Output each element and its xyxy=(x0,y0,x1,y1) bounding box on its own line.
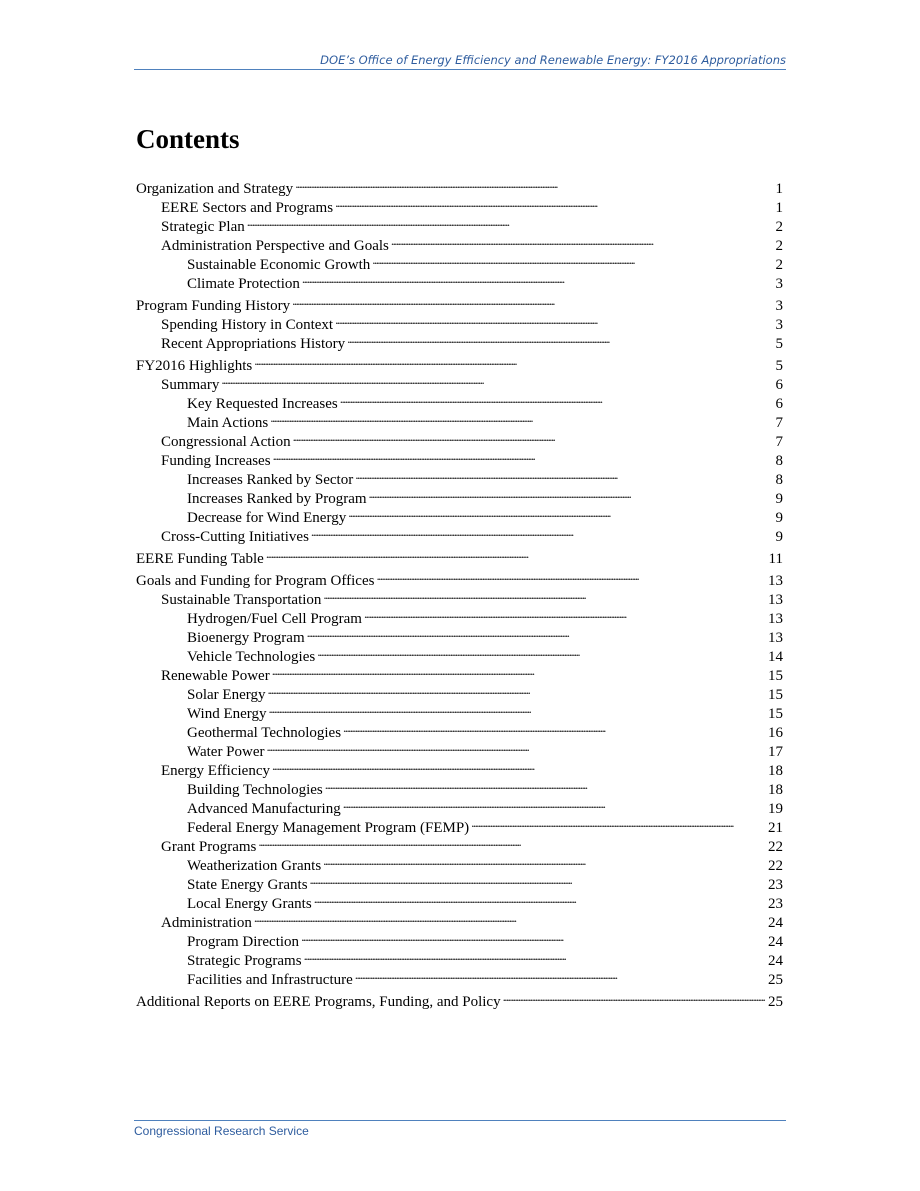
dot-leader xyxy=(335,193,773,212)
dot-leader xyxy=(292,291,773,310)
dot-leader xyxy=(247,212,774,231)
toc-entry-title: Advanced Manufacturing xyxy=(187,801,341,817)
dot-leader xyxy=(270,408,773,427)
dot-leader xyxy=(355,465,773,484)
toc-entry-page: 7 xyxy=(775,434,783,450)
toc-entry-page: 18 xyxy=(768,763,783,779)
toc-entry-page: 13 xyxy=(768,611,783,627)
dot-leader xyxy=(343,794,766,813)
toc-entry-page: 11 xyxy=(768,551,783,567)
toc-entry-title: Sustainable Economic Growth xyxy=(187,257,371,273)
toc-entry-page: 22 xyxy=(768,839,783,855)
dot-leader xyxy=(335,310,773,329)
dot-leader xyxy=(310,870,766,889)
toc-entry-title: EERE Sectors and Programs xyxy=(161,200,334,216)
dot-leader xyxy=(272,661,766,680)
toc-entry-title: Increases Ranked by Program xyxy=(187,491,367,507)
toc-entry-page: 9 xyxy=(775,491,783,507)
toc-entry-title: Sustainable Transportation xyxy=(161,592,322,608)
dot-leader xyxy=(372,250,773,269)
toc-entry-page: 24 xyxy=(768,953,783,969)
toc-entry-title: Wind Energy xyxy=(187,706,267,722)
toc-entry-page: 2 xyxy=(775,238,783,254)
dot-leader xyxy=(311,522,774,541)
toc-entry-page: 1 xyxy=(775,181,783,197)
dot-leader xyxy=(267,737,766,756)
dot-leader xyxy=(391,231,774,250)
toc-entry-title: Key Requested Increases xyxy=(187,396,338,412)
toc-entry-page: 25 xyxy=(768,972,783,988)
dot-leader xyxy=(307,623,766,642)
toc-entry-page: 8 xyxy=(775,472,783,488)
dot-leader xyxy=(343,718,766,737)
toc-entry-title: Climate Protection xyxy=(187,276,300,292)
toc-entry-page: 3 xyxy=(775,317,783,333)
toc-entry-page: 16 xyxy=(768,725,783,741)
toc-entry-title: Additional Reports on EERE Programs, Funding, and Policy xyxy=(136,994,501,1010)
toc-entry-page: 6 xyxy=(775,377,783,393)
dot-leader xyxy=(323,585,766,604)
toc-entry-title: Goals and Funding for Program Offices xyxy=(136,573,375,589)
toc-entry-page: 5 xyxy=(775,358,783,374)
toc-entry-page: 23 xyxy=(768,877,783,893)
toc-entry-page: 15 xyxy=(768,687,783,703)
dot-leader xyxy=(254,908,766,927)
dot-leader xyxy=(325,775,766,794)
toc-entry-title: Water Power xyxy=(187,744,265,760)
toc-entry-title: Funding Increases xyxy=(161,453,271,469)
toc-entry-page: 2 xyxy=(775,219,783,235)
toc-entry-title: Federal Energy Management Program (FEMP) xyxy=(187,820,470,836)
toc-entry-page: 1 xyxy=(775,200,783,216)
toc-entry-title: Strategic Programs xyxy=(187,953,302,969)
toc-entry-page: 24 xyxy=(768,934,783,950)
toc-entry-page: 19 xyxy=(768,801,783,817)
dot-leader xyxy=(273,446,774,465)
toc-entry-page: 9 xyxy=(775,510,783,526)
toc-entry-title: Decrease for Wind Energy xyxy=(187,510,347,526)
dot-leader xyxy=(295,174,773,193)
toc-entry-page: 3 xyxy=(775,276,783,292)
toc-entry-page: 23 xyxy=(768,896,783,912)
toc-entry-title: Program Funding History xyxy=(136,298,291,314)
toc-entry-page: 17 xyxy=(768,744,783,760)
toc-entry-title: Administration Perspective and Goals xyxy=(161,238,389,254)
toc-entry-title: Geothermal Technologies xyxy=(187,725,342,741)
toc-entry-title: Organization and Strategy xyxy=(136,181,294,197)
toc-entry-title: Recent Appropriations History xyxy=(161,336,346,352)
toc-entry-title: Solar Energy xyxy=(187,687,266,703)
toc-entry-title: Program Direction xyxy=(187,934,300,950)
dot-leader xyxy=(364,604,766,623)
dot-leader xyxy=(376,566,766,585)
dot-leader xyxy=(347,329,773,348)
dot-leader xyxy=(266,544,767,563)
toc-entry-page: 21 xyxy=(768,820,783,836)
toc-entry-page: 8 xyxy=(775,453,783,469)
toc-entry-title: Increases Ranked by Sector xyxy=(187,472,354,488)
dot-leader xyxy=(221,370,773,389)
toc-entry-title: Energy Efficiency xyxy=(161,763,270,779)
toc-entry-page: 13 xyxy=(768,592,783,608)
toc-entry-page: 6 xyxy=(775,396,783,412)
toc-entry[interactable] xyxy=(136,174,783,197)
toc-entry-page: 2 xyxy=(775,257,783,273)
toc-entry-page: 22 xyxy=(768,858,783,874)
toc-entry-title: Renewable Power xyxy=(161,668,270,684)
toc-entry-page: 13 xyxy=(768,630,783,646)
toc-entry-page: 13 xyxy=(768,573,783,589)
dot-leader xyxy=(258,832,766,851)
toc-entry-title: Spending History in Context xyxy=(161,317,334,333)
toc-entry-page: 7 xyxy=(775,415,783,431)
toc-entry-title: Bioenergy Program xyxy=(187,630,305,646)
dot-leader xyxy=(355,965,766,984)
dot-leader xyxy=(314,889,766,908)
toc-entry-title: Congressional Action xyxy=(161,434,291,450)
toc-entry-title: Weatherization Grants xyxy=(187,858,322,874)
toc-entry-page: 5 xyxy=(775,336,783,352)
dot-leader xyxy=(340,389,774,408)
toc-entry[interactable] xyxy=(136,370,783,393)
toc-entry-page: 3 xyxy=(775,298,783,314)
toc-entry-title: Summary xyxy=(161,377,220,393)
dot-leader xyxy=(267,680,766,699)
toc-entry-page: 14 xyxy=(768,649,783,665)
toc-entry-title: Administration xyxy=(161,915,252,931)
dot-leader xyxy=(293,427,774,446)
running-footer: Congressional Research Service xyxy=(134,1120,786,1138)
dot-leader xyxy=(317,642,766,661)
running-header: DOE’s Office of Energy Efficiency and Renewable Energy: FY2016 Appropriations xyxy=(134,53,786,70)
table-of-contents xyxy=(136,174,783,1010)
dot-leader xyxy=(323,851,766,870)
toc-entry-title: Facilities and Infrastructure xyxy=(187,972,353,988)
toc-entry-page: 9 xyxy=(775,529,783,545)
toc-entry-title: FY2016 Highlights xyxy=(136,358,253,374)
dot-leader xyxy=(254,351,773,370)
toc-entry-title: Hydrogen/Fuel Cell Program xyxy=(187,611,362,627)
dot-leader xyxy=(503,987,766,1006)
dot-leader xyxy=(348,503,773,522)
toc-entry-title: Main Actions xyxy=(187,415,269,431)
dot-leader xyxy=(304,946,766,965)
toc-entry-title: Local Energy Grants xyxy=(187,896,312,912)
toc-entry-page: 18 xyxy=(768,782,783,798)
toc-entry-title: Cross-Cutting Initiatives xyxy=(161,529,309,545)
toc-entry[interactable] xyxy=(136,389,783,412)
toc-entry-page: 24 xyxy=(768,915,783,931)
dot-leader xyxy=(269,699,766,718)
toc-entry-page: 15 xyxy=(768,706,783,722)
toc-entry-title: Vehicle Technologies xyxy=(187,649,316,665)
toc-entry-title: Strategic Plan xyxy=(161,219,245,235)
dot-leader xyxy=(272,756,766,775)
dot-leader xyxy=(302,269,774,288)
page-title: Contents xyxy=(136,124,240,154)
toc-entry-title: Grant Programs xyxy=(161,839,257,855)
toc-entry-page: 25 xyxy=(768,994,783,1010)
toc-entry-title: EERE Funding Table xyxy=(136,551,264,567)
toc-entry-title: Building Technologies xyxy=(187,782,323,798)
dot-leader xyxy=(369,484,774,503)
toc-entry-page: 15 xyxy=(768,668,783,684)
dot-leader xyxy=(301,927,766,946)
dot-leader xyxy=(471,813,766,832)
toc-entry-title: State Energy Grants xyxy=(187,877,308,893)
